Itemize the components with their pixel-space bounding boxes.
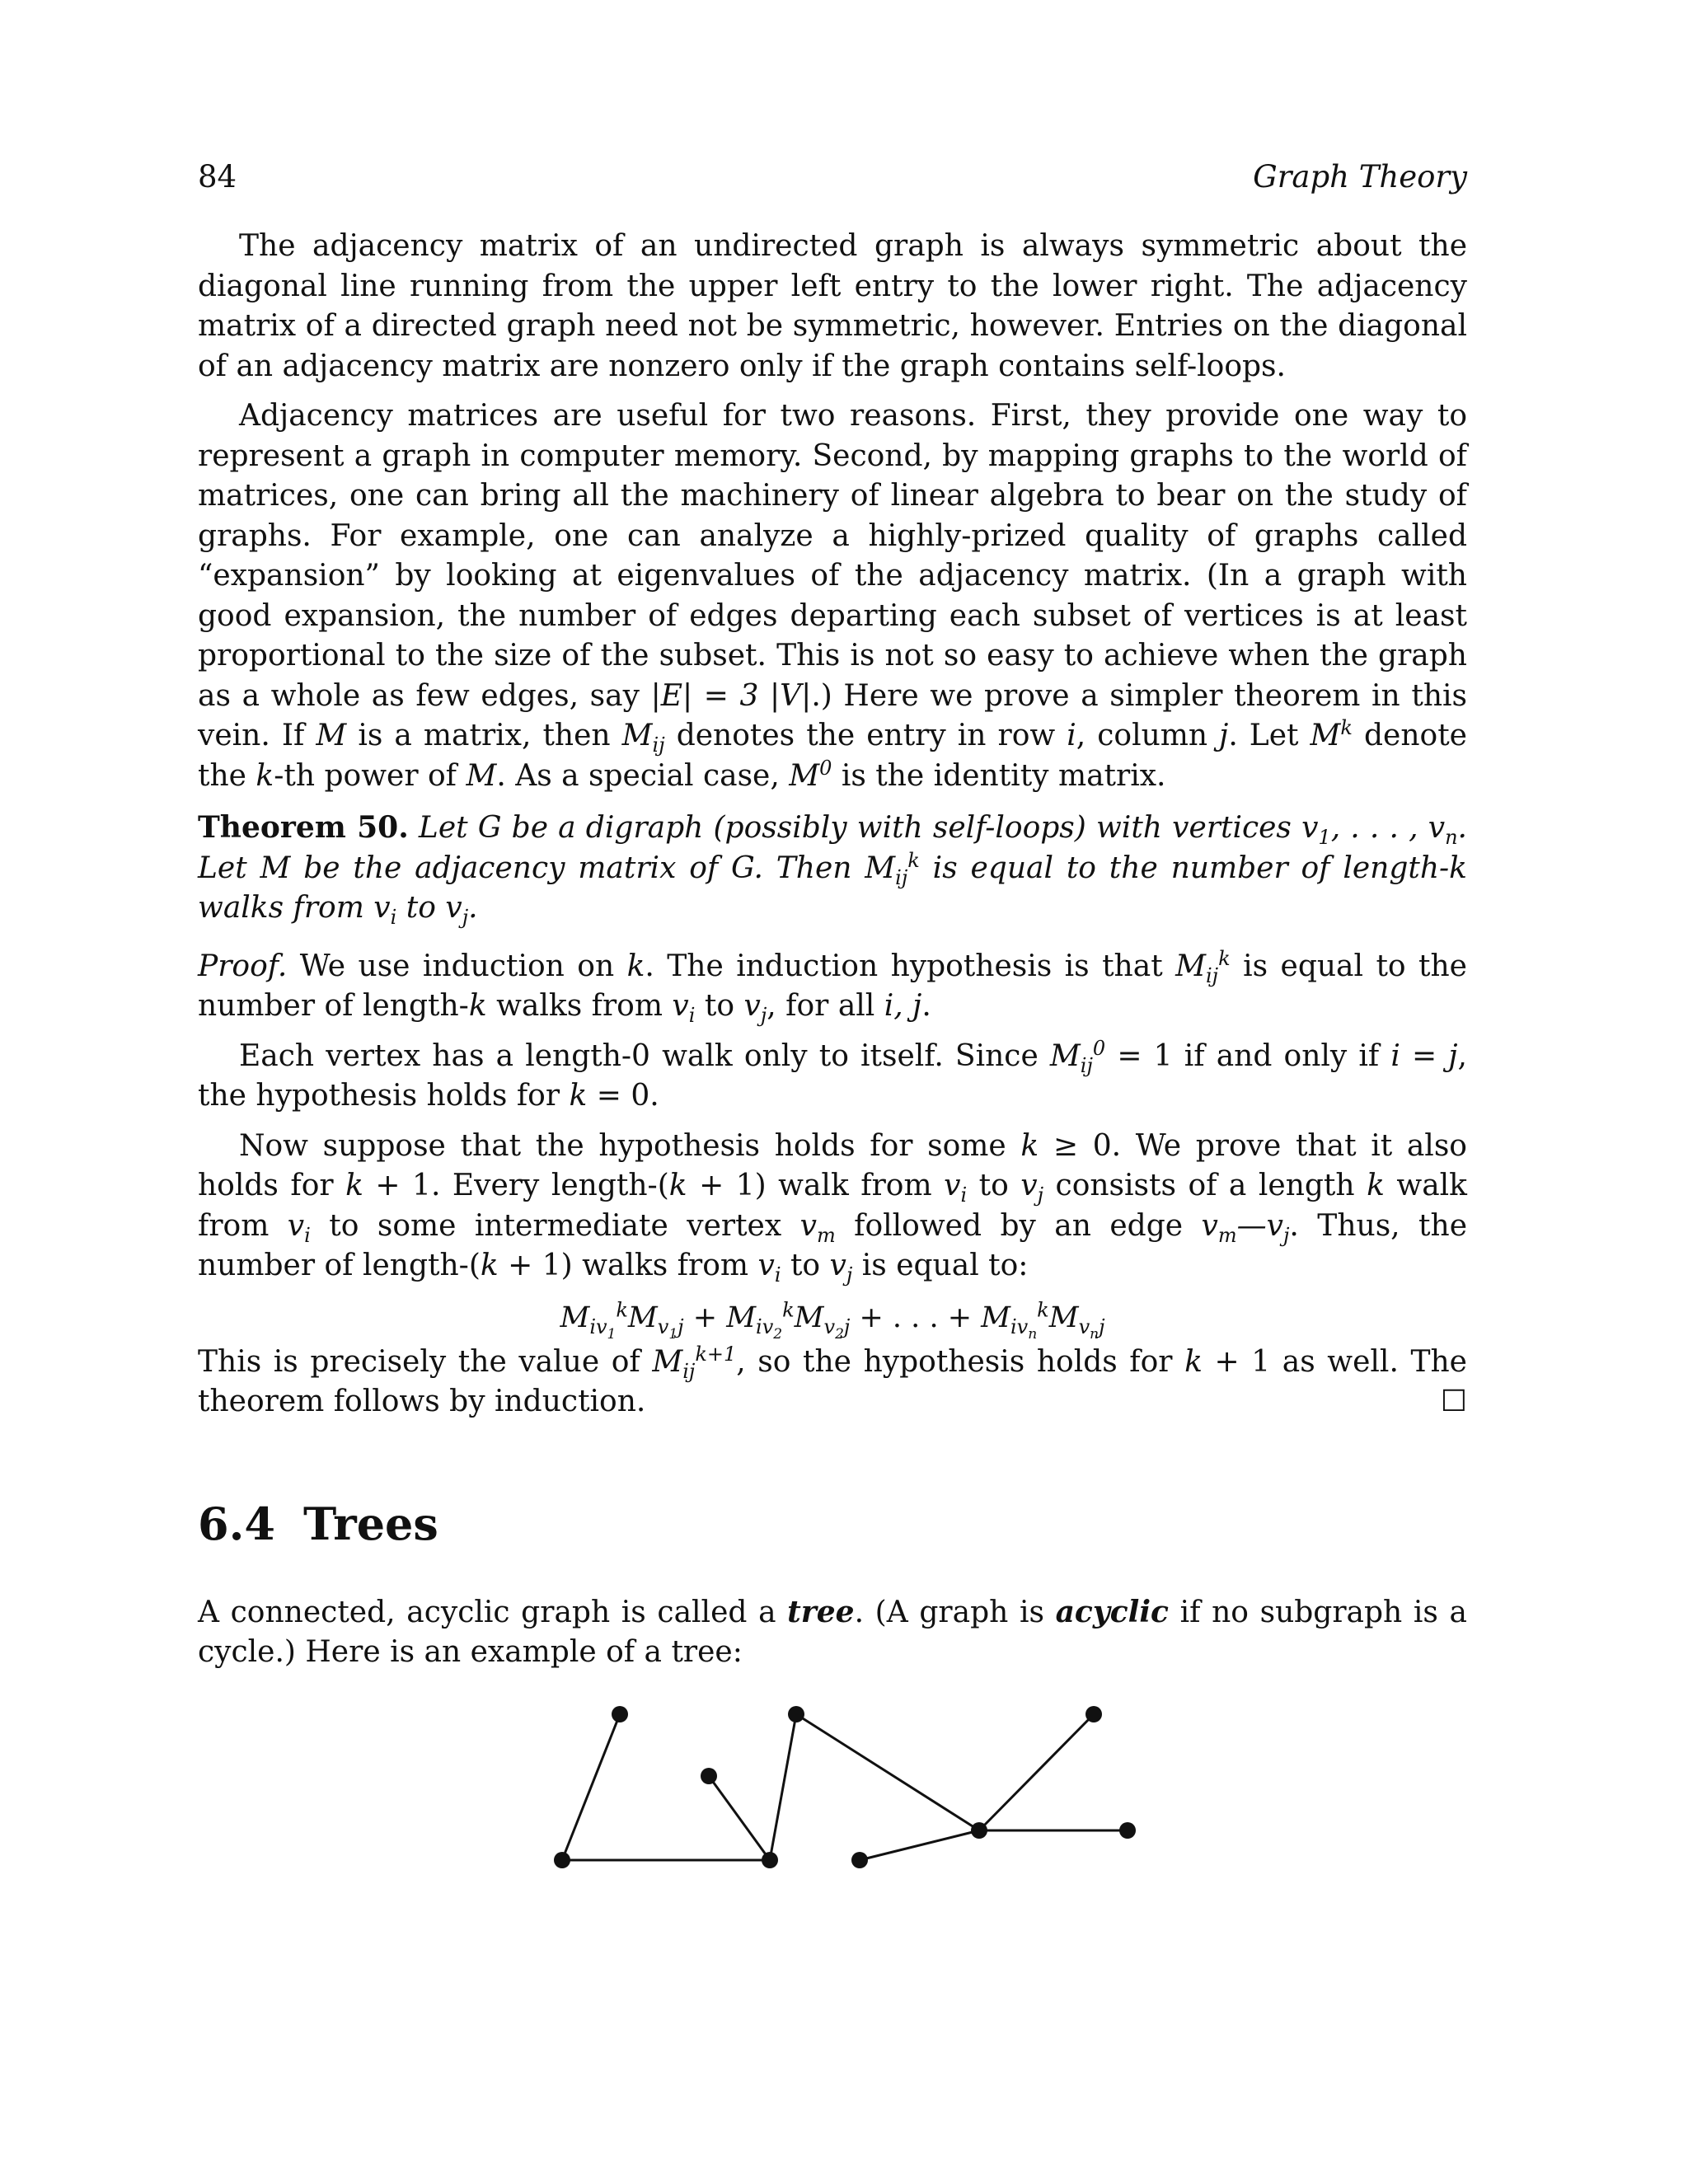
text-run: to some intermediate vertex <box>310 1208 800 1243</box>
term-acyclic: acyclic <box>1055 1594 1169 1629</box>
math: k <box>1367 1169 1385 1202</box>
math: k <box>480 1249 499 1282</box>
tree-vertex <box>554 1852 570 1868</box>
math: k <box>345 1169 363 1202</box>
text-run: Each vertex has a length-0 walk only to itself. Since <box>239 1038 1050 1073</box>
tree-vertex <box>1119 1822 1136 1839</box>
math: i, j <box>884 989 922 1023</box>
text-run: , column <box>1076 719 1220 752</box>
tree-vertex <box>612 1706 628 1722</box>
math: $M^0$ <box>789 756 832 793</box>
tree-vertex <box>762 1852 778 1868</box>
math: k <box>1020 1128 1039 1163</box>
math: k <box>1184 1344 1203 1379</box>
tree-vertex <box>851 1852 868 1868</box>
tree-edge <box>709 1776 770 1860</box>
paragraph-adjacency-uses <box>198 396 1467 796</box>
math: i <box>1390 1038 1400 1073</box>
text-run: consists of a length <box>1043 1169 1367 1202</box>
text-run: . Let <box>1228 719 1311 752</box>
math: k <box>256 758 274 793</box>
section-heading <box>198 1495 1467 1553</box>
text-run: if no subgraph is a cycle.) Here is an example of a tree: <box>198 1595 1467 1669</box>
math: $v_m—v_j$ <box>1201 1208 1290 1247</box>
display-equation: $M_{iv_1}^kM_{v_1j} + M_{iv_2}^kM_{v_2j}$ + . . . + $M_{iv_n}^kM_{v_nj}$ <box>560 1297 1105 1343</box>
math: j <box>1219 719 1229 752</box>
page <box>198 0 1467 2184</box>
text-run: walk from <box>766 1169 945 1202</box>
math: k <box>468 989 487 1023</box>
text-run: Let G be a digraph (possibly with self-loops) with vertices v <box>418 811 1319 845</box>
text-run: is equal to the number of length- <box>198 949 1467 1023</box>
text-run: is equal to the number of length-k walks from v <box>198 851 1467 925</box>
paragraph-trees <box>198 1592 1467 1673</box>
proof-paragraph-4: This is precisely the value of $M_{ij}^{k+1}$, so the hypothesis holds for k + 1 as well. The theorem follows by induction. ☐ <box>198 1343 1467 1422</box>
tree-edge <box>562 1714 620 1860</box>
math: M <box>466 758 497 793</box>
text-run: A connected, acyclic graph is called a <box>198 1595 788 1629</box>
text-run: followed by an edge <box>835 1208 1202 1243</box>
text-run: , for all <box>767 989 884 1023</box>
math: $v_m$ <box>799 1208 836 1247</box>
text-run: . Let M be the adjacency matrix of G. Then M <box>198 811 1467 885</box>
text-run: denotes the entry in row <box>664 719 1067 752</box>
text-run: if and only if <box>1172 1038 1391 1073</box>
running-head <box>198 157 1467 198</box>
text-run: We use induction on <box>299 949 627 983</box>
qed-symbol: ☐ <box>1440 1385 1467 1418</box>
theorem-50 <box>198 808 1467 929</box>
math: $M_{ij}^0$ <box>1049 1036 1106 1077</box>
tree-figure <box>198 1681 1467 1929</box>
tree-vertex <box>1085 1706 1102 1722</box>
math: $v_i$ <box>672 989 696 1028</box>
tree-edges <box>562 1714 1128 1860</box>
math: $v_j$ <box>743 989 767 1028</box>
page-body <box>198 227 1467 1673</box>
text-run: . (A graph is <box>854 1595 1056 1629</box>
running-title: Graph Theory <box>1253 159 1467 194</box>
text-run: to <box>781 1249 830 1282</box>
text-run: . As a special case, <box>496 758 790 793</box>
math: $v_j$ <box>829 1249 853 1287</box>
text-run: to <box>695 989 744 1023</box>
proof-paragraph-2: Each vertex has a length-0 walk only to itself. Since $M_{ij}^0 = 1$ if and only if i = j, the hypothesis holds for k = 0. <box>198 1036 1467 1113</box>
paragraph-adjacency-symmetry: The adjacency matrix of an undirected graph is always symmetric about the diagonal line running from the upper left entry to the lower right. The adjacency matrix of a directed graph need not be symmetric, however. Entries on the diagonal of an adjacency matrix are nonzero only if the graph contains self-loops. <box>198 229 1467 383</box>
theorem-text: Let G be a digraph (possibly with self-loops) with vertices $v_1$, . . . , $v_n$. Let M be the adjacency matrix of G. Then $M_{ij}^k$ is equal to the number of length-k walks from $v_i$ to $v_j$. <box>198 811 1467 930</box>
math: i <box>1067 719 1076 752</box>
text-run: -th power of <box>274 758 467 793</box>
tree-vertices <box>554 1706 1136 1868</box>
text-run: This is precisely the value of <box>198 1344 653 1379</box>
text-run: . Thus, the number of length- <box>198 1208 1468 1282</box>
tree-edge <box>770 1714 796 1860</box>
text-run: denote the <box>198 719 1467 793</box>
text-run: walks from <box>572 1249 758 1282</box>
math: k <box>668 1169 687 1202</box>
tree-edge <box>796 1714 979 1830</box>
tree-edge <box>860 1830 979 1860</box>
text-run: Now suppose that the hypothesis holds for some <box>239 1128 1021 1163</box>
text-run: is a matrix, then <box>346 719 622 752</box>
text-run: Adjacency matrices are useful for two reasons. First, they provide one way to represent a graph in computer memory. Second, by mapping graphs to the world of matrices, one can bring all the machinery of linear algebra to bear on the study of graphs. For example, one can analyze a highly-prized quality of graphs called “expansion” by looking at eigenvalues of the adjacency matrix. (In a graph with good expansion, the number of edges departing each subset of vertices is at least proportional to the size of the subset. This is not so easy to achieve when the graph as a whole as few edges, say <box>198 399 1467 713</box>
text-run: . Every length- <box>430 1169 658 1202</box>
text-run: to <box>967 1169 1021 1202</box>
text-run: is the identity matrix. <box>832 758 1166 793</box>
math: $M^k$ <box>1310 716 1353 752</box>
math: $M_{ij}^{k+1}$ <box>652 1342 737 1383</box>
proof-label: Proof. <box>198 949 288 983</box>
proof-paragraph-1: Proof. We use induction on k. The induction hypothesis is that $M_{ij}^k$ is equal to the number of length-k walks from $v_i$ to $v_j$, for all i, j. <box>198 946 1467 1028</box>
term-tree: tree <box>787 1594 855 1629</box>
proof-paragraph-3: Now suppose that the hypothesis holds for some k ≥ 0. We prove that it also holds for k + 1. Every length-(k + 1) walk from $v_i$ to $v_j$ consists of a length k walk from $v_i$ to some intermediate vertex $v_m$ followed by an edge $v_m—v_j$. Thus, the number of length-(k + 1) walks from $v_i$ to $v_j$ is equal to: <box>198 1128 1468 1287</box>
page-number: 84 <box>198 159 237 194</box>
text-run: , so the hypothesis holds for <box>736 1344 1185 1379</box>
text-run: walk from <box>198 1169 1467 1243</box>
text-run: . We prove that it also holds for <box>198 1128 1467 1202</box>
text-run: to v <box>396 891 462 925</box>
math: $v_i$ <box>757 1249 781 1287</box>
math: $M_{ij}^k$ <box>1175 946 1231 987</box>
text-run: walks from <box>486 989 673 1023</box>
text-run: as well. The theorem follows by induction. <box>198 1344 1467 1418</box>
math: $M_{ij}$ <box>621 719 665 757</box>
math: $v_i$ <box>944 1169 968 1207</box>
tree-vertex <box>971 1822 987 1839</box>
math-edges: |E| = 3 |V| <box>650 678 812 713</box>
math: $v_j$ <box>1020 1169 1044 1207</box>
tree-vertex <box>788 1706 804 1722</box>
section-number: 6.4 <box>198 1497 275 1550</box>
math: j <box>1448 1038 1458 1073</box>
tree-edge <box>979 1714 1094 1830</box>
math: k <box>569 1079 588 1113</box>
math: M <box>316 719 347 752</box>
text-run: .) Here we prove a simpler theorem in this vein. If <box>198 678 1467 752</box>
text-run: . The induction hypothesis is that <box>645 949 1176 983</box>
theorem-label: Theorem 50. <box>198 810 409 845</box>
tree-vertex <box>701 1768 717 1784</box>
text-run: , the hypothesis holds for <box>198 1038 1467 1113</box>
text-run: is equal to: <box>852 1249 1029 1282</box>
section-title: Trees <box>303 1497 438 1550</box>
math: k <box>626 949 645 983</box>
math: $v_i$ <box>287 1208 311 1247</box>
